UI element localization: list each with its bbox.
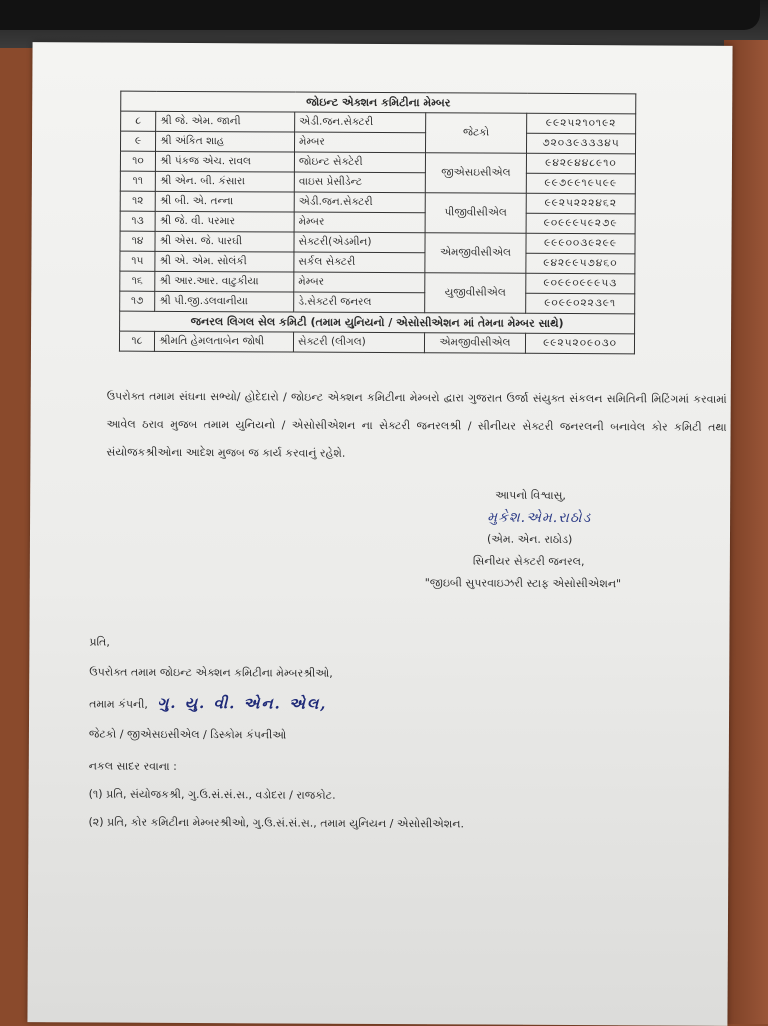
member-name: શ્રી એસ. જે. પારઘી (155, 231, 294, 252)
recipient-block (89, 627, 650, 752)
member-name: શ્રી એન. બી. કંસારા (155, 171, 294, 192)
member-name: શ્રી આર.આર. વાટુકીયા (155, 271, 294, 292)
body-paragraph: ઉપરોક્ત તમામ સંઘના સભ્યો/ હોદેદારો / જોઇન્ટ એક્શન કમિટીના મેમ્બરો દ્વારા ગુજરાત ઉર્જા સંયુક્ત સંકલન સમિતિની મિટિંગમાં કરવામાં આવેલ ઠરાવ મુજબ તમામ યુનિયનો / એસોસીએશન ના સેક્ટરી જનરલશ્રી / સીનીયર સેક્ટરી જનરલની બનાવેલ કોર કમિટી તથા સંયોજકશ્રીઓના આદેશ મુજબ જ કાર્ય કરવાનું રહેશે. (106, 389, 727, 460)
row-number: ૧૫ (120, 251, 155, 271)
table-row (121, 131, 636, 154)
member-phone: ૯૦૯૯૦૨૨૩૯૧ (526, 293, 635, 314)
table-row (120, 251, 635, 274)
handwritten-signature: મુકેશ.એમ.રાઠોડ (487, 509, 592, 527)
copy-item: (૧) પ્રતિ, સંયોજકશ્રી, ગુ.ઉ.સં.સં.સ., વડોદરા / રાજકોટ. (88, 787, 336, 802)
member-phone: ૯૯૨૫૨૨૨૪૬૨ (526, 193, 635, 214)
row-number: ૧૬ (120, 271, 155, 291)
table-row (120, 291, 635, 314)
row-number: ૯ (121, 131, 156, 151)
member-phone: ૯૯૯૦૦૩૯૨૯૯ (526, 233, 635, 254)
document-page (27, 42, 732, 1026)
committee-members-table (119, 91, 636, 355)
member-designation: એડી.જન.સેક્ટરી (294, 192, 425, 213)
member-company: એમજીવીસીએલ (425, 233, 526, 274)
row-number: ૧૮ (119, 331, 154, 351)
member-name: શ્રીમતિ હેમલતાબેન જોષી (154, 331, 293, 352)
recipient-company-line (89, 687, 649, 722)
legal-header-row (120, 311, 635, 334)
organization-name: "જીઇબી સુપરવાઇઝરી સ્ટાફ એસોસીએશન" (424, 576, 622, 591)
member-company: જેટકો (425, 113, 526, 154)
row-number: ૧૪ (120, 231, 155, 251)
row-number: ૧૨ (120, 191, 155, 211)
recipient-prefix: પ્રતિ, (89, 635, 110, 649)
closing-text: આપનો વિશ્વાસુ, (495, 488, 566, 502)
member-phone: ૯૯૨૫૨૧૦૧૯૨ (527, 113, 636, 134)
member-phone: ૯૦૯૯૯૫૯૨૭૯ (526, 213, 635, 234)
member-designation: મેમ્બર (294, 272, 425, 293)
member-name: શ્રી જે. વી. પરમાર (155, 211, 294, 232)
row-number: ૧૩ (120, 211, 155, 231)
background-dark-object (0, 0, 760, 30)
table-row (120, 271, 635, 294)
member-name: શ્રી પંકજ એચ. રાવલ (155, 151, 294, 172)
member-phone: ૯૪૨૯૪૪૮૯૧૦ (526, 153, 635, 174)
table-row (120, 171, 635, 194)
member-company: યુજીવીસીએલ (425, 273, 526, 314)
table-row (120, 191, 635, 214)
row-number: ૧૦ (120, 151, 155, 171)
member-phone: ૯૦૯૯૦૯૯૯૫૩ (526, 273, 635, 294)
member-company: એમજીવીસીએલ (424, 333, 525, 354)
table-title: જોઇન્ટ એક્શન કમિટીના મેમ્બર (121, 91, 636, 114)
member-designation: સર્કલ સેક્ટરી (294, 252, 425, 273)
signatory-title: સિનીયર સેક્ટરી જનરલ, (472, 554, 585, 569)
copy-item: (૨) પ્રતિ, કોર કમિટીના મેમ્બરશ્રીઓ, ગુ.ઉ.સં.સં.સ., તમામ યુનિયન / એસોસીએશન. (88, 815, 465, 831)
member-name: શ્રી એ. એમ. સોલંકી (155, 251, 294, 272)
member-name: શ્રી જે. એમ. જાની (156, 111, 295, 132)
row-number: ૧૧ (120, 171, 155, 191)
row-number: ૮ (121, 111, 156, 131)
recipient-line: જેટકો / જીએસઇસીએલ / ડિસ્કોમ કંપનીઓ (88, 727, 287, 742)
member-phone: ૯૯૭૯૯૧૯૫૯૯ (526, 173, 635, 194)
signatory-name: (એમ. એન. રાઠોડ) (486, 532, 573, 547)
member-name: શ્રી અંકિત શાહ (156, 131, 295, 152)
member-designation: ડે.સેક્ટરી જનરલ (294, 292, 425, 313)
member-phone: ૯૯૨૫૨૦૯૦૩૦ (525, 333, 634, 354)
recipient-line: તમામ કંપની, (89, 697, 148, 711)
member-name: શ્રી બી. એ. તન્ના (155, 191, 294, 212)
member-designation: એડી.જન.સેક્ટરી (295, 112, 426, 133)
member-designation: મેમ્બર (294, 132, 425, 153)
copy-to-block (88, 752, 688, 839)
member-phone: ૯૪૨૯૯૫૭૪૬૦ (526, 253, 635, 274)
member-designation: વાઇસ પ્રેસીડેન્ટ (294, 172, 425, 193)
member-name: શ્રી પી.જી.ડલવાનીયા (155, 291, 294, 312)
table-row (121, 111, 636, 134)
member-company: પીજીવીસીએલ (425, 193, 526, 234)
table-row (120, 211, 635, 234)
table-row (119, 331, 634, 354)
recipient-line: ઉપરોક્ત તમામ જોઇન્ટ એક્શન કમિટીના મેમ્બરશ્રીઓ, (89, 665, 333, 680)
member-designation: સેક્ટરી(એડમીન) (294, 232, 425, 253)
member-phone: ૭૨૦૩૯૩૩૩૪૫ (526, 133, 635, 154)
table-row (120, 151, 635, 174)
member-designation: મેમ્બર (294, 212, 425, 233)
table-row (120, 231, 635, 254)
copy-title: નકલ સાદર રવાના : (88, 759, 177, 773)
row-number: ૧૭ (120, 291, 155, 311)
member-designation: જોઇન્ટ સેક્ટેરી (294, 152, 425, 173)
signature-block (425, 484, 726, 596)
legal-cell-title: જનરલ લિગલ સેલ કમિટી (તમામ યુનિયનો / એસોસીએશન માં તેમના મેમ્બર સાથે) (120, 311, 635, 334)
handwritten-company: ગુ. યુ. વી. એન. એલ, (157, 693, 328, 713)
member-designation: સેક્ટરી (લીગલ) (293, 332, 424, 353)
member-company: જીએસઇસીએલ (425, 153, 526, 194)
table-header-row (121, 91, 636, 114)
